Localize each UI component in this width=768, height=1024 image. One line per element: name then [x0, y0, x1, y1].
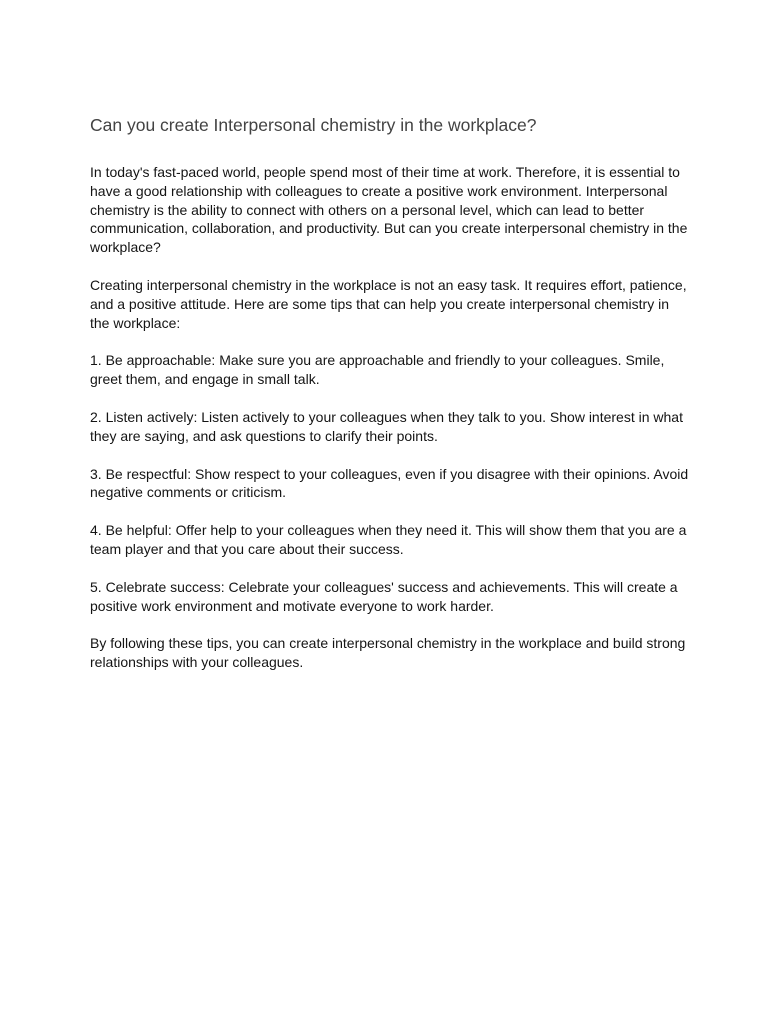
tip-1-paragraph: 1. Be approachable: Make sure you are approachable and friendly to your colleagues. Smile, greet them, and engage in small talk.	[90, 352, 665, 388]
document-title: Can you create Interpersonal chemistry in the workplace?	[90, 115, 537, 135]
tip-5-paragraph: 5. Celebrate success: Celebrate your colleagues' success and achievements. This will create a positive work environment and motivate everyone to work harder.	[90, 578, 678, 614]
tip-2-paragraph: 2. Listen actively: Listen actively to your colleagues when they talk to you. Show interest in what they are saying, and ask questions to clarify their points.	[90, 408, 683, 444]
tip-3-paragraph: 3. Be respectful: Show respect to your colleagues, even if you disagree with their opinions. Avoid negative comments or criticism.	[90, 465, 689, 501]
conclusion-paragraph: By following these tips, you can create interpersonal chemistry in the workplace and build strong relationships with your colleagues.	[90, 635, 686, 671]
document-body	[90, 114, 690, 691]
tip-4-paragraph: 4. Be helpful: Offer help to your colleagues when they need it. This will show them that you are a team player and that you care about their success.	[90, 522, 687, 557]
intro-paragraph: In today's fast-paced world, people spend most of their time at work. Therefore, it is essential to have a good relationship with colleagues to create a positive work environment. Interpersonal chemistry is the ability to connect with others on a personal level, which can lead to better communication, collaboration, and productivity. But can you create interpersonal chemistry in the workplace?	[90, 164, 688, 256]
tips-intro-paragraph: Creating interpersonal chemistry in the workplace is not an easy task. It requires effort, patience, and a positive attitude. Here are some tips that can help you create interpersonal chemistry in the workplace:	[90, 276, 687, 331]
